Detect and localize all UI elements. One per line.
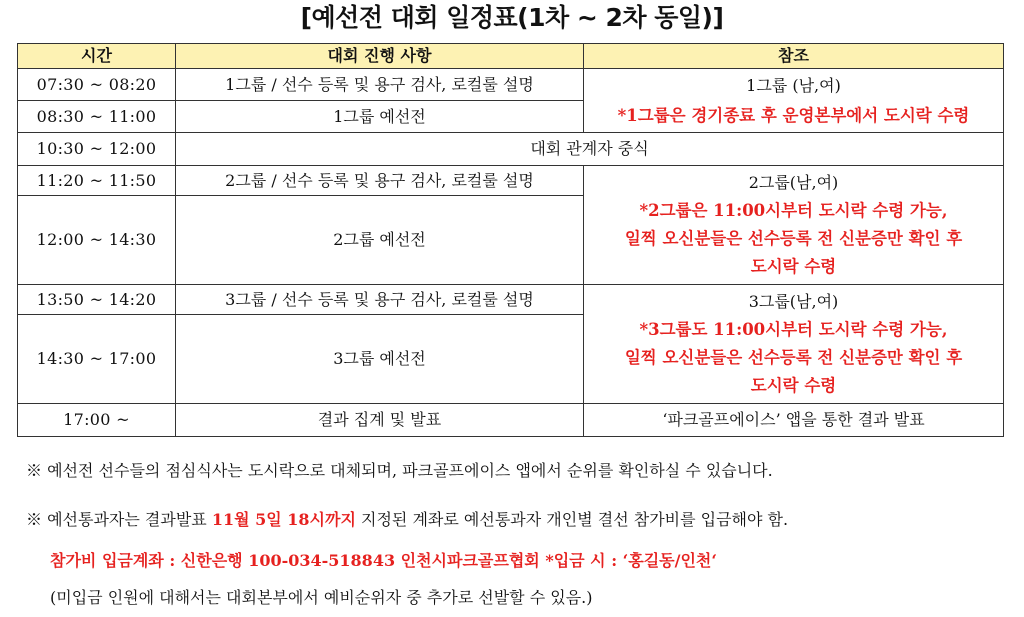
- activity-cell: 3그룹 / 선수 등록 및 용구 검사, 로컬룰 설명: [176, 285, 584, 315]
- reference-cell: [584, 166, 1004, 285]
- group3-note-line1: *3그룹도 11:00시부터 도시락 수령 가능,: [639, 320, 948, 339]
- group3-note-line3: 도시락 수령: [750, 376, 837, 395]
- page-title: [예선전 대회 일정표(1차 ~ 2차 동일)]: [300, 3, 724, 32]
- table-row: [18, 133, 1004, 166]
- group2-label: 2그룹(남,여): [748, 173, 839, 192]
- activity-cell: 2그룹 예선전: [176, 196, 584, 285]
- note-unpaid: (미입금 인원에 대해서는 대회본부에서 예비순위자 중 추가로 선발할 수 있음.): [50, 588, 593, 607]
- reference-cell: [584, 285, 1004, 404]
- group1-note: *1그룹은 경기종료 후 운영본부에서 도시락 수령: [617, 105, 970, 125]
- time-cell: 14:30 ~ 17:00: [18, 315, 176, 404]
- group2-note-line1: *2그룹은 11:00시부터 도시락 수령 가능,: [639, 201, 948, 220]
- header-time: 시간: [18, 44, 176, 69]
- group3-note-line2: 일찍 오신분들은 선수등록 전 신분증만 확인 후: [624, 348, 963, 367]
- time-cell: 17:00 ~: [18, 404, 176, 437]
- header-reference: 참조: [584, 44, 1004, 69]
- table-row: [18, 69, 1004, 101]
- schedule-table: [17, 43, 1004, 437]
- group2-note-line2: 일찍 오신분들은 선수등록 전 신분증만 확인 후: [624, 229, 963, 248]
- activity-cell: 1그룹 예선전: [176, 101, 584, 133]
- table-row: [18, 285, 1004, 315]
- group3-label: 3그룹(남,여): [748, 292, 839, 311]
- time-cell: 08:30 ~ 11:00: [18, 101, 176, 133]
- activity-cell: 2그룹 / 선수 등록 및 용구 검사, 로컬룰 설명: [176, 166, 584, 196]
- activity-cell: 3그룹 예선전: [176, 315, 584, 404]
- note-lunch: ※ 예선전 선수들의 점심식사는 도시락으로 대체되며, 파크골프에이스 앱에서 순위를 확인하실 수 있습니다.: [26, 461, 773, 480]
- activity-cell: 결과 집계 및 발표: [176, 404, 584, 437]
- activity-cell: 대회 관계자 중식: [176, 133, 1004, 166]
- reference-cell: [584, 69, 1004, 133]
- note-payment: [26, 508, 788, 532]
- table-row: [18, 166, 1004, 196]
- note-payment-end: 지정된 계좌로 예선통과자 개인별 결선 참가비를 입금해야 함.: [355, 510, 789, 529]
- activity-cell: 1그룹 / 선수 등록 및 용구 검사, 로컬룰 설명: [176, 69, 584, 101]
- time-cell: 11:20 ~ 11:50: [18, 166, 176, 196]
- table-header-row: [18, 44, 1004, 69]
- time-cell: 10:30 ~ 12:00: [18, 133, 176, 166]
- group1-label: 1그룹 (남,여): [746, 75, 841, 95]
- table-row: [18, 404, 1004, 437]
- time-cell: 12:00 ~ 14:30: [18, 196, 176, 285]
- header-activity: 대회 진행 사항: [176, 44, 584, 69]
- time-cell: 13:50 ~ 14:20: [18, 285, 176, 315]
- reference-cell: ‘파크골프에이스’ 앱을 통한 결과 발표: [584, 404, 1004, 437]
- note-payment-start: ※ 예선통과자는 결과발표: [26, 510, 212, 529]
- account-info: 참가비 입금계좌 : 신한은행 100-034-518843 인천시파크골프협회 *입금 시 : ‘홍길동/인천‘: [50, 551, 717, 570]
- group2-note-line3: 도시락 수령: [750, 257, 837, 276]
- payment-deadline: 11월 5일 18시까지: [211, 510, 356, 529]
- time-cell: 07:30 ~ 08:20: [18, 69, 176, 101]
